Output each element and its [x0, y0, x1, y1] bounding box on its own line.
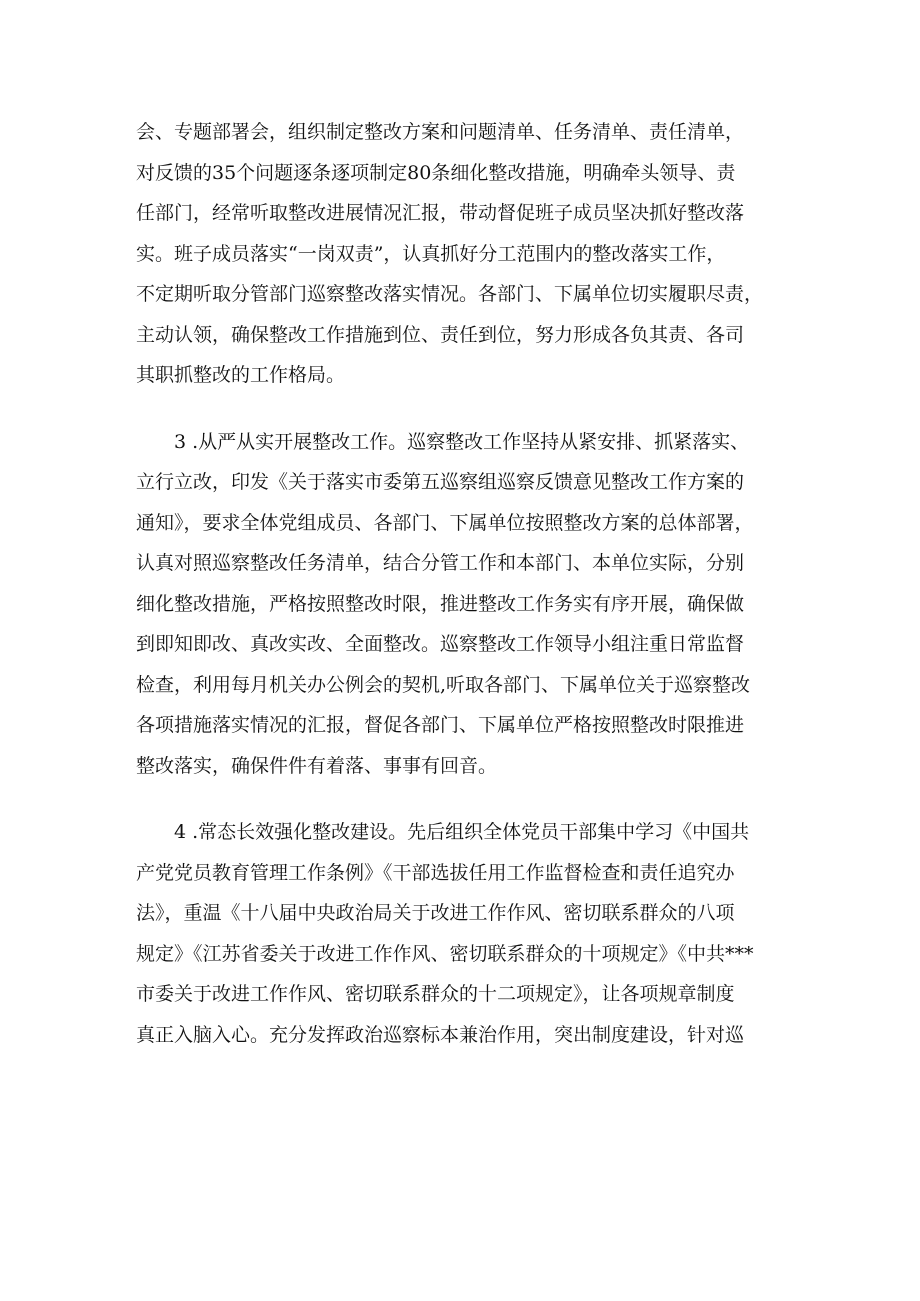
text-line: 不定期听取分管部门巡察整改落实情况。各部门、下属单位切实履职尽责， — [136, 283, 764, 305]
text-line: 检查，利用每月机关办公例会的契机,听取各部门、下属单位关于巡察整改 — [136, 673, 751, 696]
text-line: 产党党员教育管理工作条例》《干部选拔任用工作监督检查和责任追究办 — [136, 861, 735, 884]
text-line: 实。班子成员落实“一岗双责”，认真抓好分工范围内的整改落实工作， — [136, 242, 726, 265]
text-line: 任部门，经常听取整改进展情况汇报，带动督促班子成员坚决抓好整改落 — [136, 202, 745, 224]
text-line: 法》，重温《十八届中央政治局关于改进工作作风、密切联系群众的八项 — [136, 902, 735, 924]
text-line: 整改落实，确保件件有着落、事事有回音。 — [136, 754, 498, 777]
text-line: 真正入脑入心。充分发挥政治巡察标本兼治作用，突出制度建设，针对巡 — [136, 1023, 745, 1046]
text-line: 到即知即改、真改实改、全面整改。巡察整改工作领导小组注重日常监督 — [136, 633, 745, 655]
text-line: 会、专题部署会，组织制定整改方案和问题清单、任务清单、责任清单， — [136, 121, 745, 143]
paragraph-section-3 — [136, 422, 788, 787]
paragraph-leadership-responsibility — [136, 112, 788, 396]
text-line: 市委关于改进工作作风、密切联系群众的十二项规定》，让各项规章制度 — [136, 983, 735, 1005]
text-line: 各项措施落实情况的汇报，督促各部门、下属单位严格按照整改时限推进 — [136, 714, 745, 736]
text-line: 主动认领，确保整改工作措施到位、责任到位，努力形成各负其责、各司 — [136, 323, 745, 346]
text-line: 其职抓整改的工作格局。 — [136, 364, 346, 386]
text-line: 规定》《江苏省委关于改进工作作风、密切联系群众的十项规定》《中共*** — [136, 942, 754, 965]
text-line: 立行立改，印发《关于落实市委第五巡察组巡察反馈意见整改工作方案的 — [136, 471, 745, 493]
text-line: 通知》，要求全体党组成员、各部门、下属单位按照整改方案的总体部署， — [136, 511, 754, 534]
text-line: 对反馈的35个问题逐条逐项制定80条细化整改措施，明确牵头领导、责 — [136, 161, 736, 184]
section-heading-line: 3 .从严从实开展整改工作。巡察整改工作坚持从紧安排、抓紧落实、 — [174, 430, 750, 453]
text-line: 认真对照巡察整改任务清单，结合分管工作和本部门、本单位实际，分别 — [136, 552, 745, 574]
section-heading-line: 4 .常态长效强化整改建设。先后组织全体党员干部集中学习《中国共 — [174, 821, 750, 843]
paragraph-section-4 — [136, 812, 788, 1055]
document-body — [136, 112, 788, 1055]
text-line: 细化整改措施，严格按照整改时限，推进整改工作务实有序开展，确保做 — [136, 592, 745, 615]
